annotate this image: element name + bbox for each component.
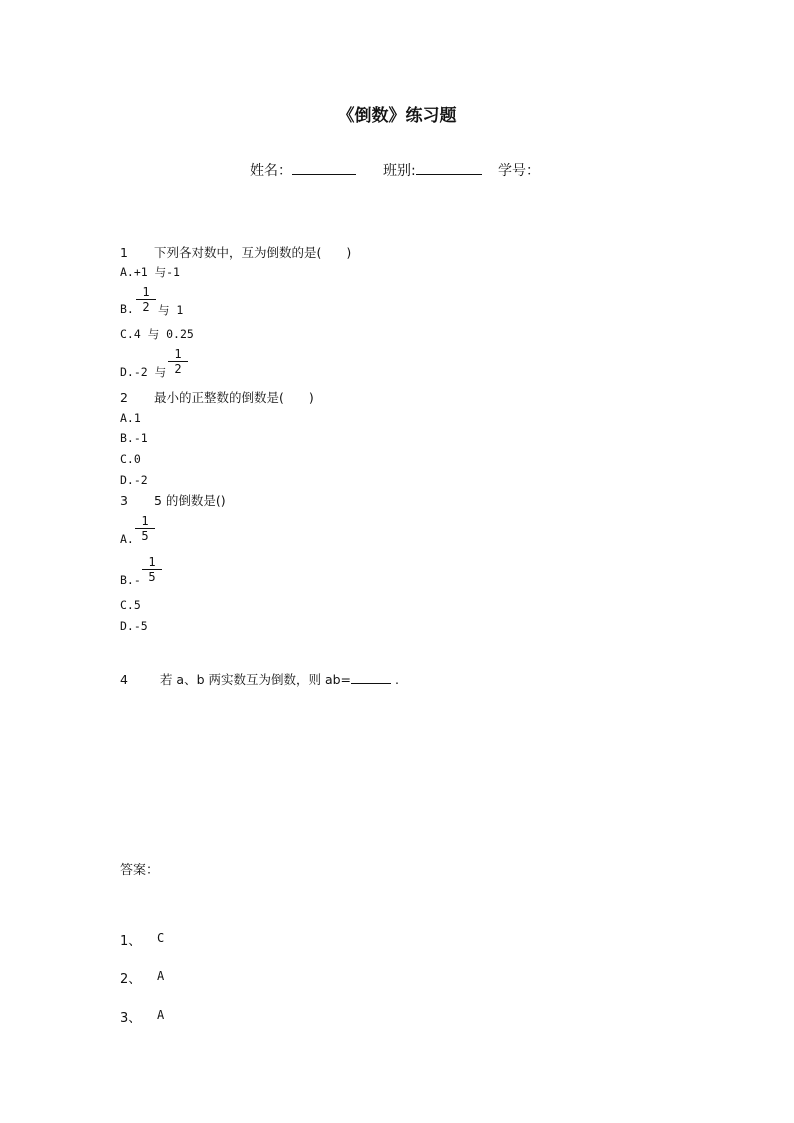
fraction-numerator: 1 — [142, 285, 150, 299]
fraction-numerator: 1 — [148, 555, 156, 569]
q2-option-c: C.0 — [120, 452, 141, 466]
q3-option-b-fraction — [142, 555, 162, 584]
question-3 — [120, 491, 226, 509]
question-text-end: . — [395, 672, 400, 687]
answer-index: 1、 — [120, 934, 142, 949]
q1-option-c: C.4 与 0.25 — [120, 327, 194, 341]
id-field — [498, 160, 540, 180]
class-label: 班别: — [383, 163, 416, 179]
answers-label: 答案： — [120, 863, 160, 878]
question-text: 最小的正整数的倒数是( ) — [153, 390, 314, 405]
q3-option-c: C.5 — [120, 598, 141, 612]
answer-index: 3、 — [120, 1011, 142, 1026]
question-text: 下列各对数中，互为倒数的是( ) — [153, 245, 352, 260]
fraction-denominator: 2 — [142, 300, 150, 314]
q1-option-b-fraction — [136, 285, 156, 314]
q1-option-b-prefix: B. — [120, 302, 134, 316]
question-text: 5 的倒数是() — [153, 493, 226, 508]
question-text: 若 a、b 两实数互为倒数，则 ab= — [159, 672, 352, 687]
question-1 — [120, 243, 351, 261]
class-field — [383, 160, 482, 180]
q3-option-d: D.-5 — [120, 619, 148, 633]
name-blank — [292, 160, 356, 175]
q2-option-b: B.-1 — [120, 431, 148, 445]
name-label: 姓名： — [250, 163, 292, 179]
fraction-denominator: 5 — [148, 570, 156, 584]
id-label: 学号： — [498, 163, 540, 179]
page-title: 《倒数》练习题 — [337, 106, 457, 126]
answer-value-2: A — [157, 969, 165, 983]
answer-blank — [351, 671, 391, 684]
class-blank — [416, 160, 482, 175]
answer-index: 2、 — [120, 972, 142, 987]
fraction-numerator: 1 — [141, 514, 149, 528]
question-number: 1 — [120, 245, 128, 260]
q1-option-d-prefix: D.-2 与 — [120, 365, 167, 379]
question-number: 4 — [120, 672, 128, 687]
fraction-numerator: 1 — [174, 347, 182, 361]
q3-option-a-prefix: A. — [120, 532, 134, 546]
name-field — [250, 160, 356, 180]
q2-option-a: A.1 — [120, 411, 141, 425]
q3-option-a-fraction — [135, 514, 155, 543]
answer-value-1: C — [157, 931, 165, 945]
question-2 — [120, 388, 314, 406]
fraction-denominator: 2 — [174, 362, 182, 376]
q1-option-b-suffix: 与 1 — [158, 303, 184, 317]
answer-value-3: A — [157, 1008, 165, 1022]
question-number: 2 — [120, 390, 128, 405]
answer-item-3 — [120, 1007, 141, 1026]
fraction-denominator: 5 — [141, 529, 149, 543]
q2-option-d: D.-2 — [120, 473, 148, 487]
answer-item-2 — [120, 968, 141, 987]
question-number: 3 — [120, 493, 128, 508]
question-4 — [120, 670, 399, 688]
answer-item-1 — [120, 930, 141, 949]
q3-option-b-prefix: B.- — [120, 573, 141, 587]
q1-option-a: A.+1 与-1 — [120, 265, 180, 279]
q1-option-d-fraction — [168, 347, 188, 376]
